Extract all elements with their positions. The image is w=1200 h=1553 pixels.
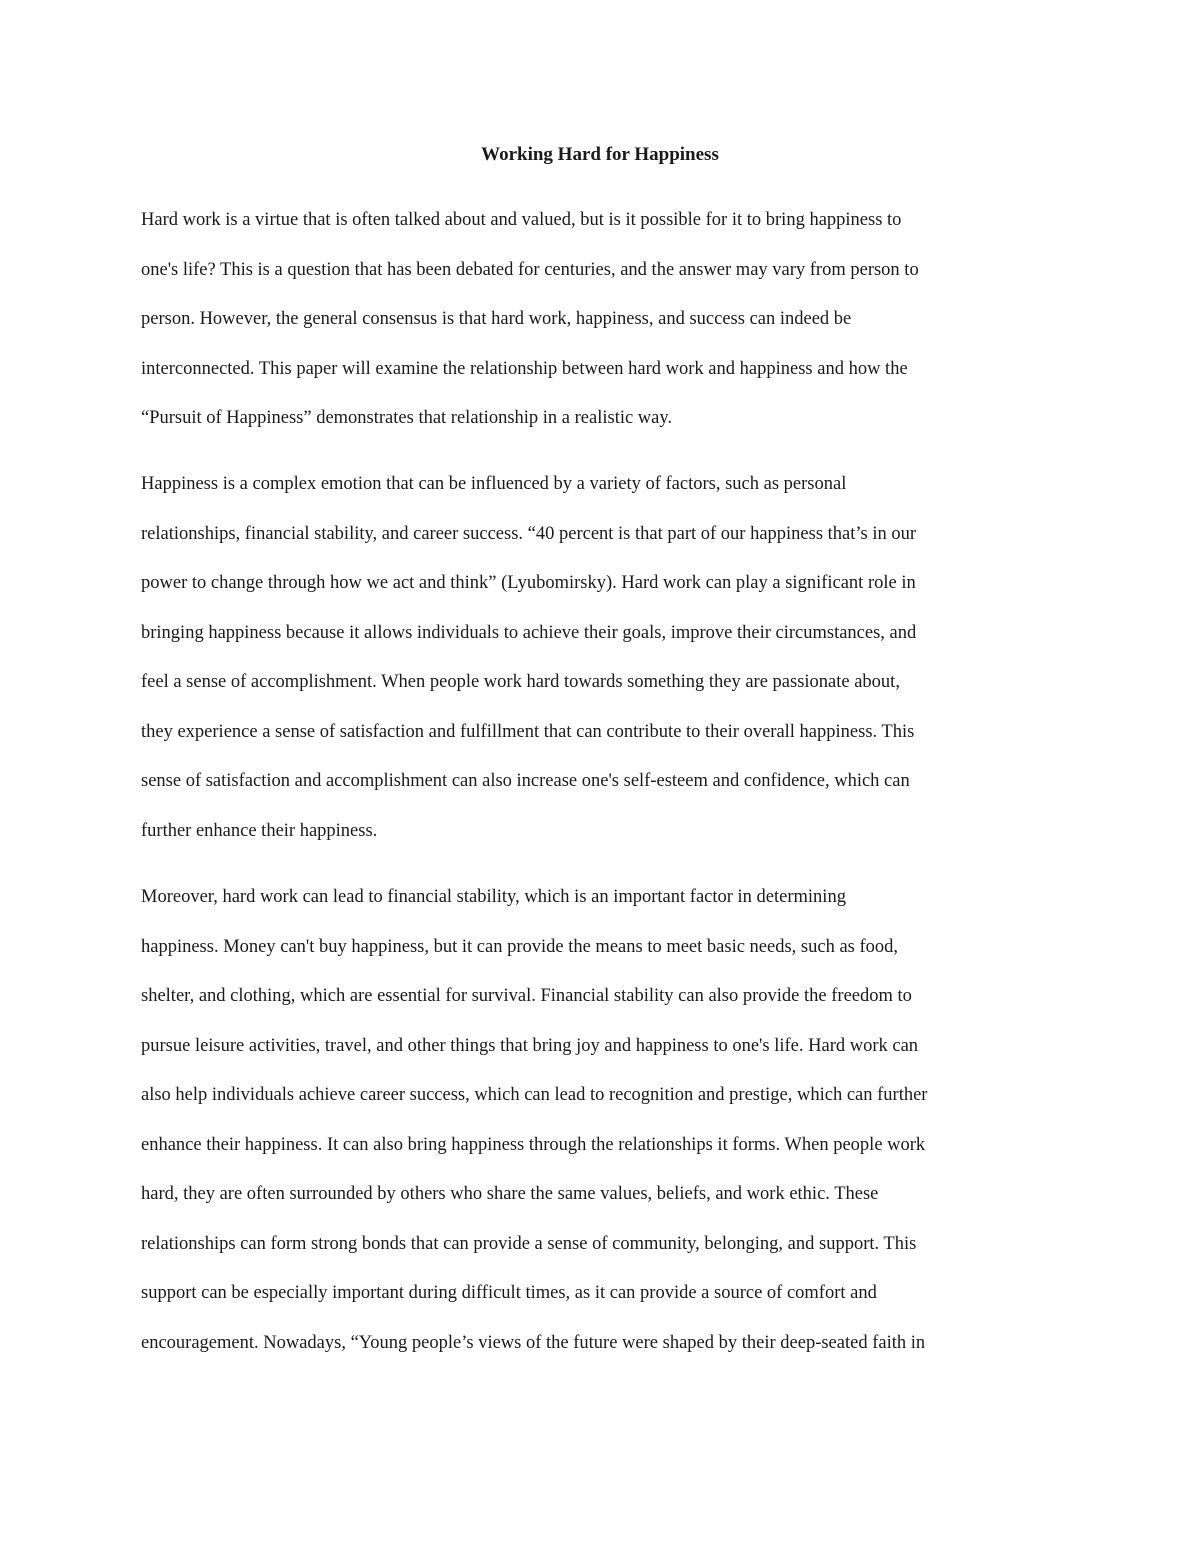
text-line: power to change through how we act and think” (Lyubomirsky). Hard work can play a significant role in — [141, 573, 916, 593]
text-line: bringing happiness because it allows individuals to achieve their goals, improve their circumstances, and — [141, 623, 917, 643]
text-line: hard, they are often surrounded by others who share the same values, beliefs, and work ethic. These — [141, 1184, 879, 1204]
text-line: happiness. Money can't buy happiness, but it can provide the means to meet basic needs, such as food, — [141, 937, 899, 957]
text-line: enhance their happiness. It can also bring happiness through the relationships it forms. When people work — [141, 1135, 926, 1155]
document-title: Working Hard for Happiness — [481, 144, 719, 165]
text-line: one's life? This is a question that has been debated for centuries, and the answer may vary from person to — [141, 260, 919, 280]
text-line: also help individuals achieve career success, which can lead to recognition and prestige, which can further — [141, 1085, 928, 1105]
text-line: they experience a sense of satisfaction and fulfillment that can contribute to their overall happiness. This — [141, 722, 915, 742]
text-line: sense of satisfaction and accomplishment can also increase one's self-esteem and confidence, which can — [141, 771, 910, 791]
text-line: pursue leisure activities, travel, and other things that bring joy and happiness to one's life. Hard work can — [141, 1036, 919, 1056]
text-line: further enhance their happiness. — [141, 821, 378, 841]
text-line: Happiness is a complex emotion that can be influenced by a variety of factors, such as personal — [141, 474, 847, 494]
text-line: shelter, and clothing, which are essential for survival. Financial stability can also provide the freedom to — [141, 986, 912, 1006]
text-line: interconnected. This paper will examine the relationship between hard work and happiness and how the — [141, 359, 908, 379]
text-line: Moreover, hard work can lead to financial stability, which is an important factor in determining — [141, 887, 846, 907]
text-line: support can be especially important during difficult times, as it can provide a source of comfort and — [141, 1283, 877, 1303]
text-line: feel a sense of accomplishment. When people work hard towards something they are passionate about, — [141, 672, 900, 692]
text-line: person. However, the general consensus is that hard work, happiness, and success can indeed be — [141, 309, 852, 329]
text-line: relationships can form strong bonds that can provide a sense of community, belonging, and support. This — [141, 1234, 917, 1254]
text-line: encouragement. Nowadays, “Young people’s views of the future were shaped by their deep-seated faith in — [141, 1333, 926, 1353]
text-line: relationships, financial stability, and career success. “40 percent is that part of our happiness that’s in our — [141, 524, 917, 544]
text-line: “Pursuit of Happiness” demonstrates that relationship in a realistic way. — [141, 408, 673, 428]
text-line: Hard work is a virtue that is often talked about and valued, but is it possible for it to bring happiness to — [141, 210, 902, 230]
